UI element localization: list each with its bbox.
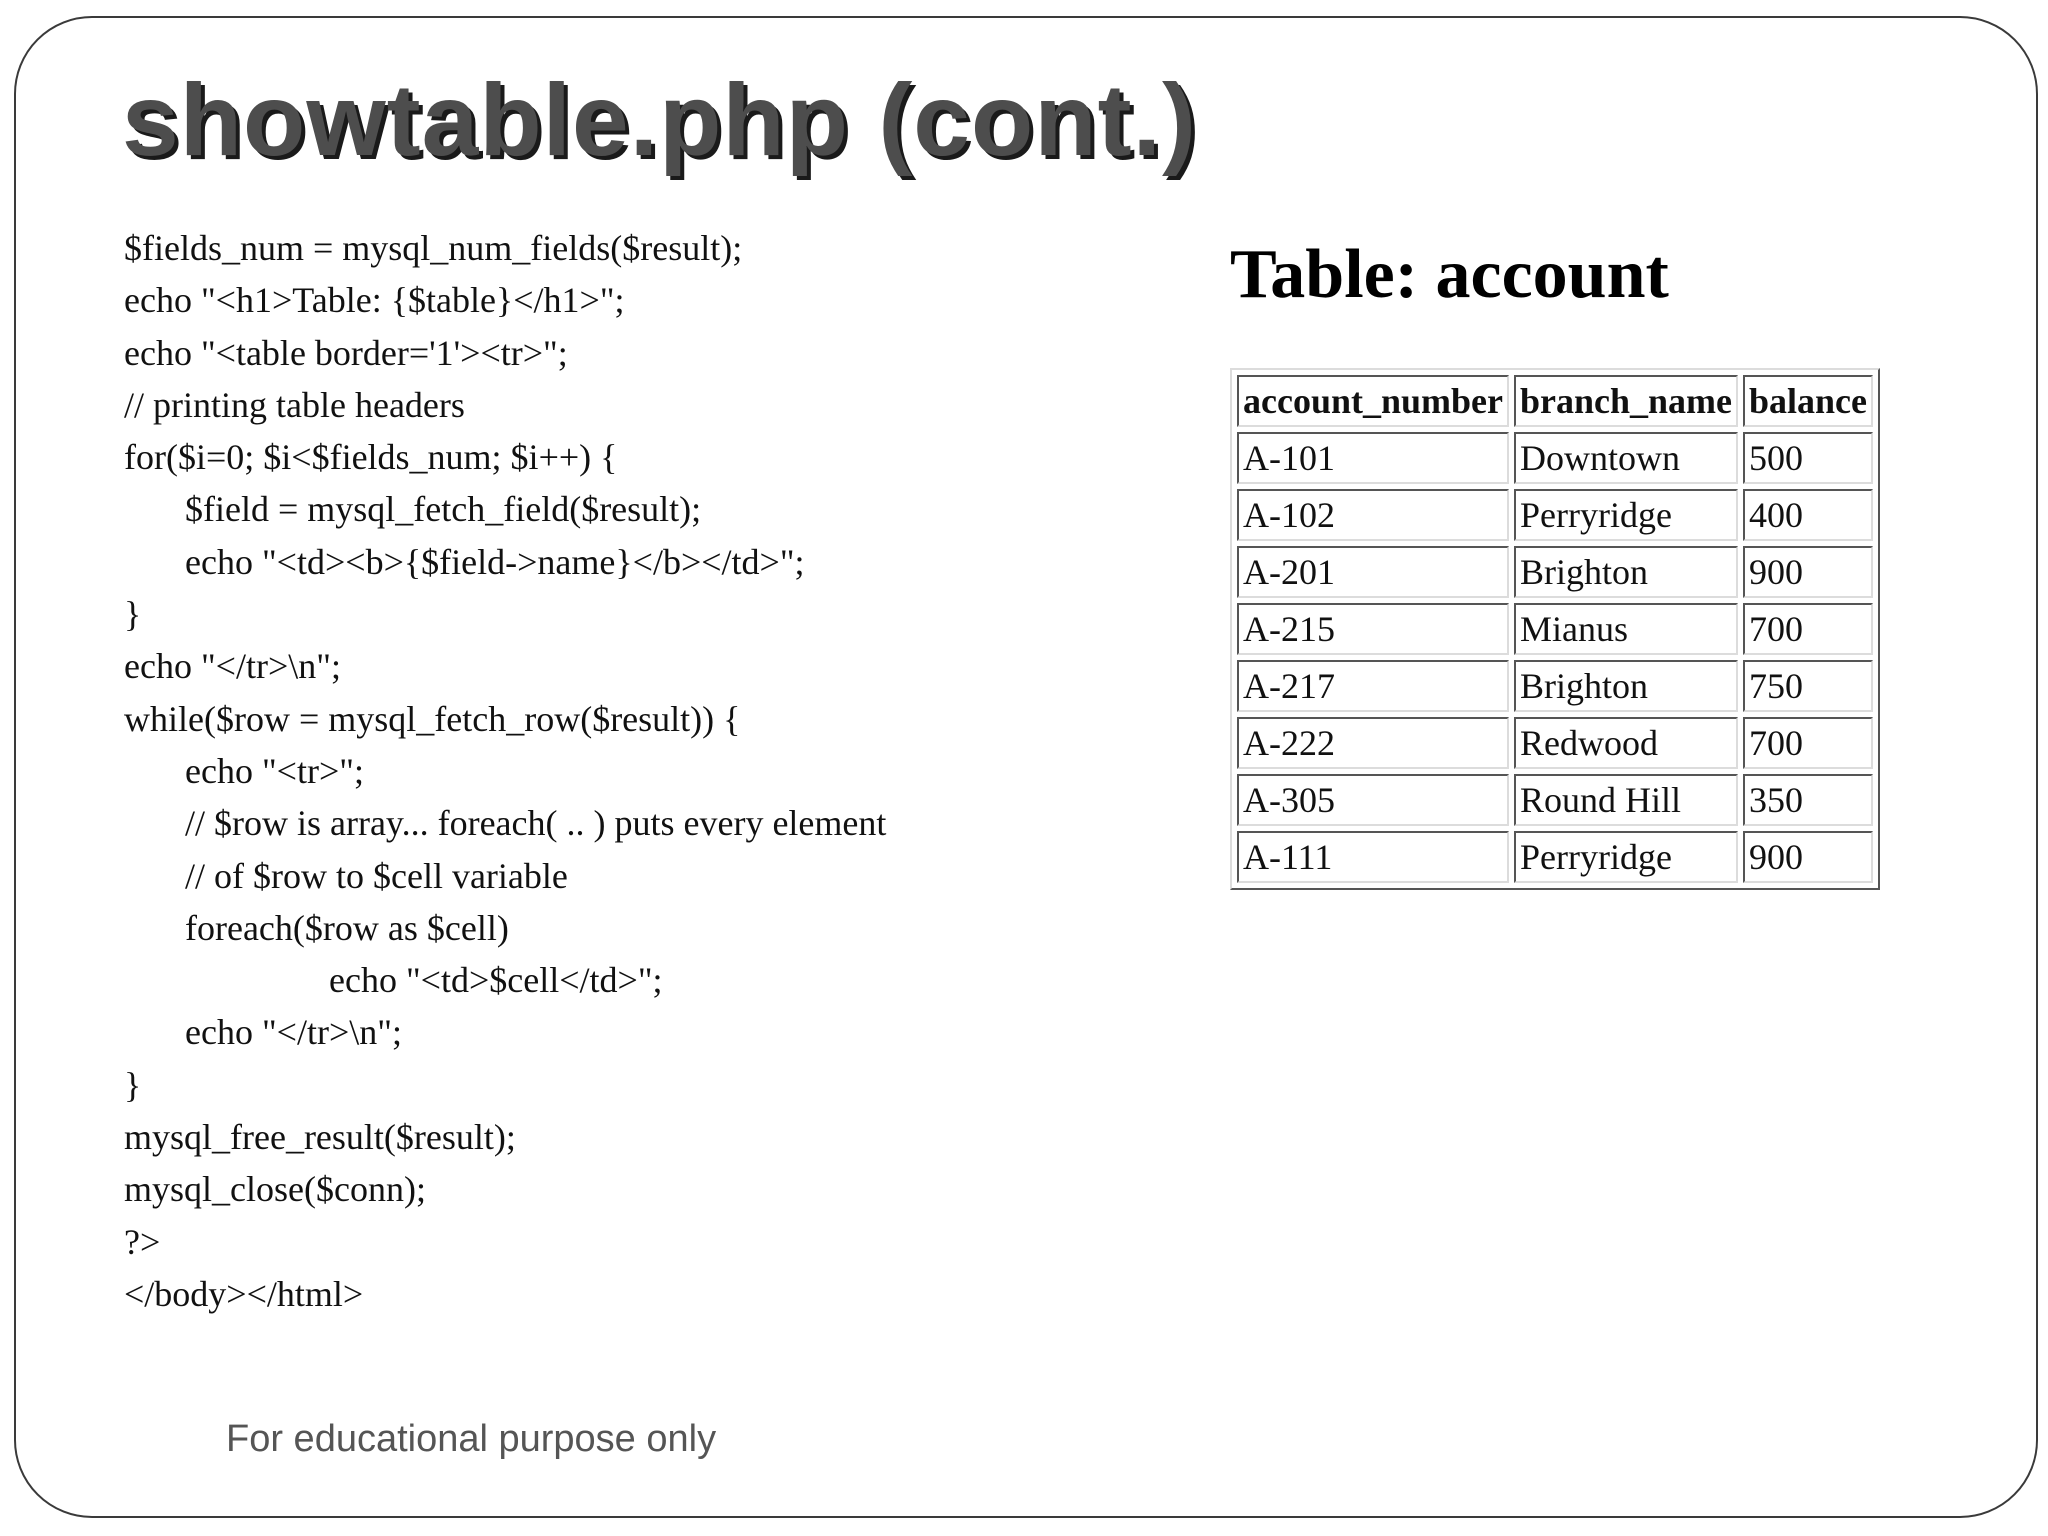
- table-cell: A-201: [1237, 546, 1509, 598]
- table-cell: A-111: [1237, 831, 1509, 883]
- code-line: echo "<tr>";: [185, 750, 364, 791]
- table-cell: A-217: [1237, 660, 1509, 712]
- table-cell: Brighton: [1514, 660, 1738, 712]
- account-table: [1230, 368, 1880, 890]
- code-line: // printing table headers: [124, 384, 465, 425]
- header-cell: branch_name: [1514, 375, 1738, 427]
- table-cell: 350: [1743, 774, 1873, 826]
- code-line: echo "</tr>\n";: [124, 646, 341, 687]
- output-heading: Table: account: [1230, 236, 1669, 313]
- code-line: echo "<td>$cell</td>";: [329, 960, 663, 1001]
- code-line: while($row = mysql_fetch_row($result)) {: [124, 698, 741, 739]
- table-row: [1237, 660, 1873, 712]
- table-cell: 500: [1743, 432, 1873, 484]
- code-line: }: [124, 1064, 142, 1105]
- table-cell: Mianus: [1514, 603, 1738, 655]
- slide-title: showtable.php (cont.): [122, 63, 1197, 177]
- table-cell: Brighton: [1514, 546, 1738, 598]
- code-line: ?>: [124, 1221, 161, 1262]
- table-cell: Downtown: [1514, 432, 1738, 484]
- table-cell: Round Hill: [1514, 774, 1738, 826]
- table-cell: Perryridge: [1514, 489, 1738, 541]
- table-cell: A-102: [1237, 489, 1509, 541]
- code-line: </body></html>: [124, 1273, 364, 1314]
- table-cell: 400: [1743, 489, 1873, 541]
- code-line: // of $row to $cell variable: [185, 855, 568, 896]
- table-cell: A-222: [1237, 717, 1509, 769]
- table-row: [1237, 546, 1873, 598]
- code-line: }: [124, 594, 142, 635]
- code-line: echo "<td><b>{$field->name}</b></td>";: [185, 541, 805, 582]
- code-line: echo "<table border='1'><tr>";: [124, 332, 568, 373]
- code-line: $field = mysql_fetch_field($result);: [185, 489, 702, 530]
- header-cell: account_number: [1237, 375, 1509, 427]
- table-row: [1237, 717, 1873, 769]
- code-line: $fields_num = mysql_num_fields($result);: [124, 228, 743, 268]
- table-cell: Redwood: [1514, 717, 1738, 769]
- table-row: [1237, 603, 1873, 655]
- table-row: [1237, 489, 1873, 541]
- code-line: echo "<h1>Table: {$table}</h1>";: [124, 280, 625, 321]
- table-cell: A-305: [1237, 774, 1509, 826]
- table-cell: 700: [1743, 603, 1873, 655]
- code-line: mysql_free_result($result);: [124, 1117, 516, 1158]
- footer-note: For educational purpose only: [226, 1418, 717, 1460]
- table-row: [1237, 774, 1873, 826]
- table-row: [1237, 432, 1873, 484]
- table-cell: 900: [1743, 546, 1873, 598]
- code-line: for($i=0; $i<$fields_num; $i++) {: [124, 437, 618, 478]
- table-header-row: [1237, 375, 1873, 427]
- table-cell: 750: [1743, 660, 1873, 712]
- table-row: [1237, 831, 1873, 883]
- output-screenshot: [1230, 230, 1868, 877]
- code-line: // $row is array... foreach( .. ) puts every element: [185, 803, 887, 844]
- code-line: mysql_close($conn);: [124, 1169, 426, 1210]
- table-cell: A-101: [1237, 432, 1509, 484]
- code-line: foreach($row as $cell): [185, 907, 509, 948]
- header-cell: balance: [1743, 375, 1873, 427]
- table-cell: A-215: [1237, 603, 1509, 655]
- table-cell: Perryridge: [1514, 831, 1738, 883]
- table-cell: 700: [1743, 717, 1873, 769]
- table-body: [1237, 432, 1873, 883]
- code-listing: [124, 222, 886, 1320]
- table-cell: 900: [1743, 831, 1873, 883]
- code-line: echo "</tr>\n";: [185, 1012, 402, 1053]
